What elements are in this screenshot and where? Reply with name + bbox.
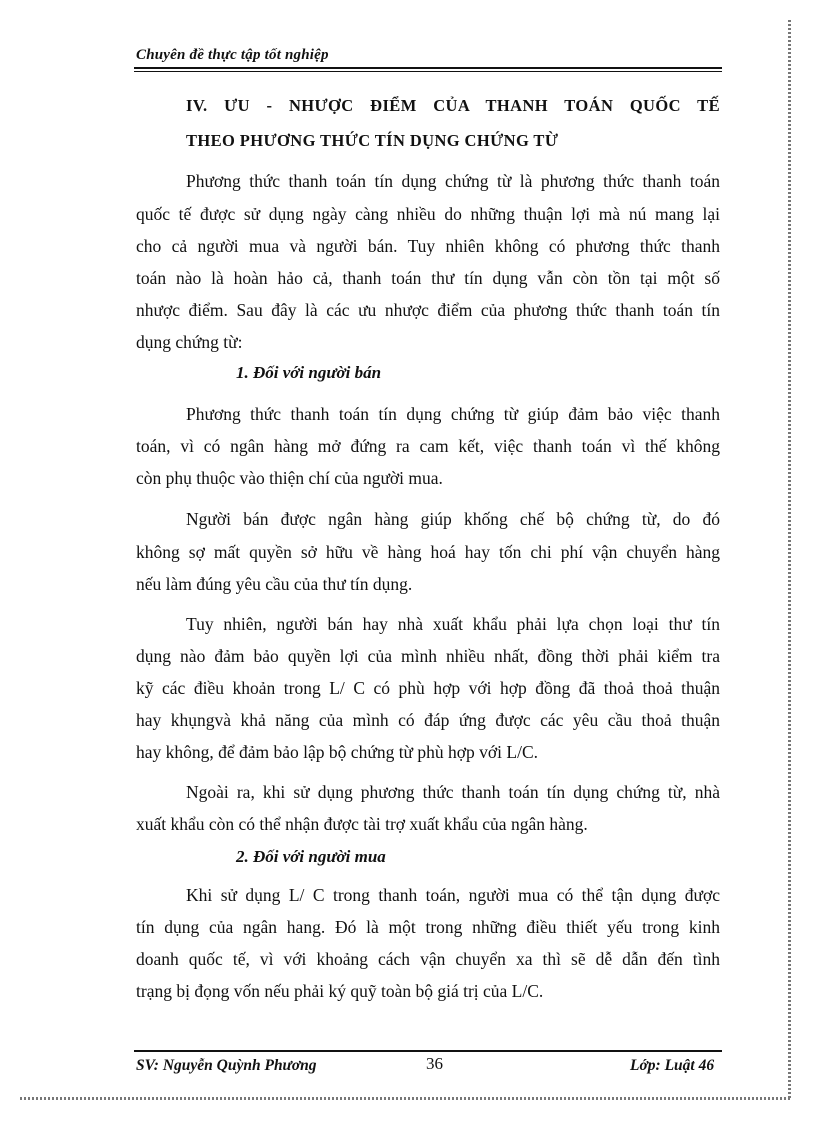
paragraph-line: toán nào là hoàn hảo cả, thanh toán thư tín dụng vẫn còn tồn tại một số bbox=[136, 268, 720, 288]
paragraph-line: Phương thức thanh toán tín dụng chứng từ là phương thức thanh toán bbox=[186, 171, 720, 191]
paragraph-line: xuất khẩu còn có thể nhận được tài trợ xuất khẩu của ngân hàng. bbox=[136, 814, 588, 834]
page-shadow-bottom bbox=[20, 1097, 790, 1100]
subheading-buyer: 2. Đối với người mua bbox=[236, 847, 386, 866]
paragraph-line: nếu làm đúng yêu cầu của thư tín dụng. bbox=[136, 574, 413, 594]
page-number: 36 bbox=[426, 1054, 443, 1073]
footer-class: Lớp: Luật 46 bbox=[630, 1057, 715, 1074]
paragraph-line: toán, vì có ngân hàng mở đứng ra cam kết, việc thanh toán vì thế không bbox=[136, 436, 720, 456]
paragraph-line: hay khụngvà khả năng của mình có đáp ứng được các yêu cầu thoả thuận bbox=[136, 710, 720, 730]
footer-student-name: SV: Nguyễn Quỳnh Phương bbox=[136, 1057, 317, 1074]
paragraph-line: dụng chứng từ: bbox=[136, 332, 243, 352]
subheading-seller: 1. Đối với người bán bbox=[236, 363, 382, 382]
paragraph-line: Phương thức thanh toán tín dụng chứng từ giúp đảm bảo việc thanh bbox=[186, 404, 720, 424]
page-shadow-right bbox=[788, 20, 791, 1100]
paragraph-line: quốc tế được sử dụng ngày càng nhiều do những thuận lợi mà nú mang lại bbox=[136, 204, 720, 224]
header-title: Chuyên đề thực tập tốt nghiệp bbox=[136, 47, 329, 63]
paragraph-line: hay không, để đảm bảo lập bộ chứng từ phù hợp với L/C. bbox=[136, 742, 539, 762]
paragraph-line: Người bán được ngân hàng giúp khống chế bộ chứng từ, do đó bbox=[186, 509, 720, 529]
paragraph-line: tín dụng của ngân hang. Đó là một trong những điều thiết yếu trong kinh bbox=[136, 917, 720, 937]
paragraph-line: trạng bị đọng vốn nếu phải ký quỹ toàn bộ giá trị của L/C. bbox=[136, 981, 544, 1001]
section-heading-line-2: THEO PHƯƠNG THỨC TÍN DỤNG CHỨNG TỪ bbox=[186, 131, 559, 150]
paragraph-line: không sợ mất quyền sở hữu về hàng hoá hay tốn chi phí vận chuyển hàng bbox=[136, 542, 720, 562]
paragraph-line: Khi sử dụng L/ C trong thanh toán, người mua có thể tận dụng được bbox=[186, 885, 720, 905]
paragraph-line: kỹ các điều khoản trong L/ C có phù hợp với hợp đồng đã thoả thoả thuận bbox=[136, 678, 720, 698]
header-rule-thick bbox=[134, 67, 722, 69]
paragraph-line: cho cả người mua và người bán. Tuy nhiên không có phương thức thanh bbox=[136, 236, 720, 256]
paragraph-line: còn phụ thuộc vào thiện chí của người mua. bbox=[136, 468, 443, 488]
header-rule-thin bbox=[134, 71, 722, 72]
paragraph-line: nhược điểm. Sau đây là các ưu nhược điểm của phương thức thanh toán tín bbox=[136, 300, 720, 320]
footer-rule bbox=[134, 1050, 722, 1052]
section-heading-line-1: IV. ƯU - NHƯỢC ĐIỂM CỦA THANH TOÁN QUỐC TẾ bbox=[186, 96, 720, 115]
paragraph-line: dụng nào đảm bảo quyền lợi của mình nhiều nhất, đồng thời phải kiểm tra bbox=[136, 646, 720, 666]
paragraph-line: doanh quốc tế, vì với khoảng cách vận chuyển xa thì sẽ dễ dẫn đến tình bbox=[136, 949, 720, 969]
paragraph-line: Tuy nhiên, người bán hay nhà xuất khẩu phải lựa chọn loại thư tín bbox=[186, 614, 720, 634]
paragraph-line: Ngoài ra, khi sử dụng phương thức thanh toán tín dụng chứng từ, nhà bbox=[186, 782, 720, 802]
